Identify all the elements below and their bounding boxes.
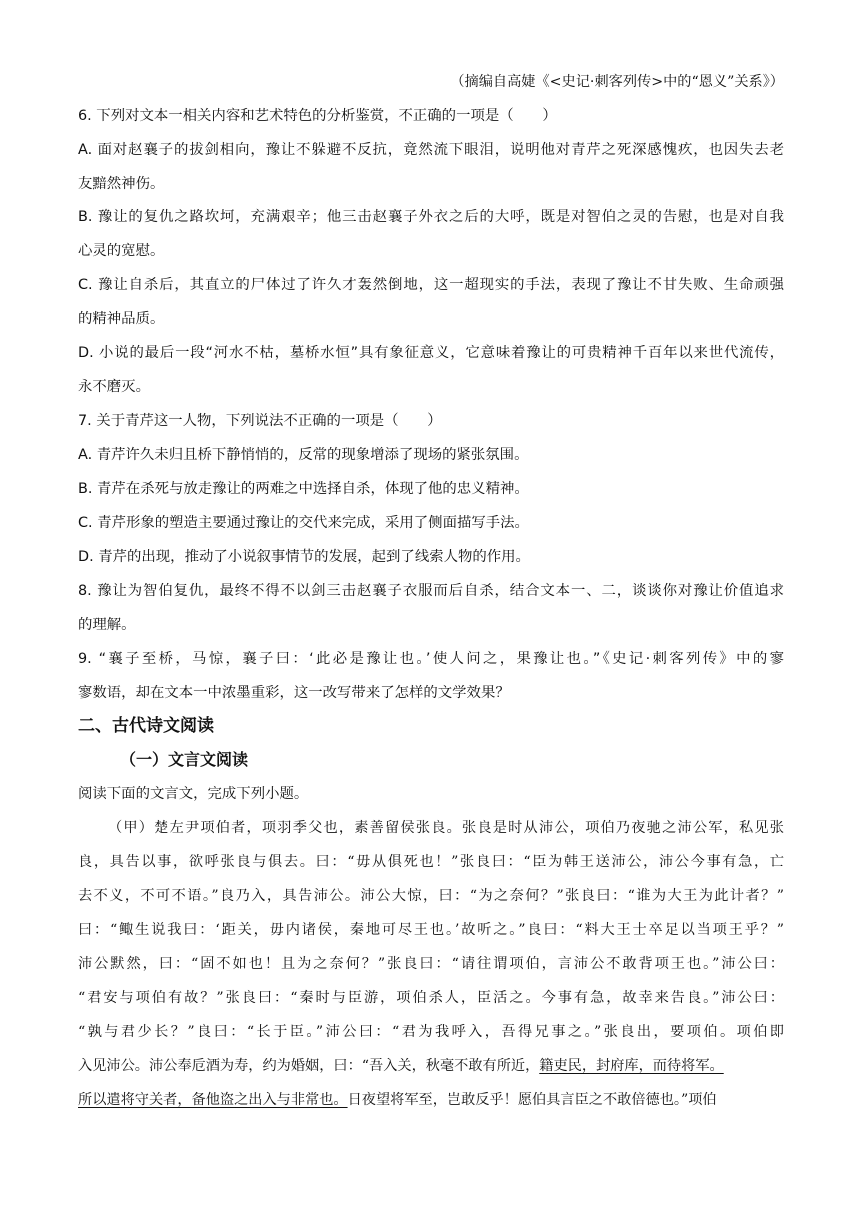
question-6-option-c: C. 豫让自杀后，其直立的尸体过了许久才轰然倒地，这一超现实的手法，表现了豫让不甘失败、生命顽强 bbox=[78, 277, 784, 293]
question-7-stem: 7. 关于青芹这一人物，下列说法不正确的一项是（ ） bbox=[78, 413, 442, 429]
question-6-option-d-cont: 永不磨灭。 bbox=[78, 379, 150, 395]
question-6-stem: 6. 下列对文本一相关内容和艺术特色的分析鉴赏，不正确的一项是（ ） bbox=[78, 108, 557, 124]
question-6-option-b: B. 豫让的复仇之路坎坷，充满艰辛；他三击赵襄子外衣之后的大呼，既是对智伯之灵的告慰，也是对自我 bbox=[78, 209, 784, 225]
section-title: 二、古代诗文阅读 bbox=[78, 716, 214, 736]
passage-line-8 bbox=[78, 1056, 784, 1076]
question-6-option-a: A. 面对赵襄子的拔剑相向，豫让不躲避不反抗，竟然流下眼泪，说明他对青芹之死深感愧疚，也因失去老 bbox=[78, 142, 784, 158]
question-9: 9. “襄子至桥，马惊，襄子曰：‘此必是豫让也。’使人问之，果豫让也。”《史记·刺客列传》中的寥 bbox=[78, 651, 784, 667]
passage-line-6: “君安与项伯有故？”张良曰：“秦时与臣游，项伯杀人，臣活之。今事有急，故幸来告良。”沛公曰： bbox=[78, 990, 784, 1006]
passage-text: 入见沛公。沛公奉卮酒为寿，约为婚姻，曰：“吾入关，秋毫不敢有所近， bbox=[78, 1058, 540, 1074]
passage-line-5: 沛公默然，曰：“固不如也！且为之奈何？”张良曰：“请往谓项伯，言沛公不敢背项王也。”沛公曰： bbox=[78, 956, 784, 972]
question-9-cont: 寥数语，却在文本一中浓墨重彩，这一改写带来了怎样的文学效果？ bbox=[78, 685, 510, 701]
passage-line-7: “孰与君少长？”良曰：“长于臣。”沛公曰：“君为我呼入，吾得兄事之。”张良出，要项伯。项伯即 bbox=[78, 1024, 784, 1040]
underlined-sentence: 籍吏民，封府库，而待将军。 bbox=[539, 1058, 724, 1074]
passage-line-2: 良，具告以事，欲呼张良与俱去。曰：“毋从俱死也！”张良曰：“臣为韩王送沛公，沛公今事有急，亡 bbox=[78, 854, 784, 870]
question-6-option-c-cont: 的精神品质。 bbox=[78, 311, 165, 327]
reading-instruction: 阅读下面的文言文，完成下列小题。 bbox=[78, 786, 309, 802]
underlined-sentence-cont: 所以遣将守关者，备他盗之出入与非常也。 bbox=[78, 1092, 348, 1108]
question-7-option-d: D. 青芹的出现，推动了小说叙事情节的发展，起到了线索人物的作用。 bbox=[78, 549, 530, 565]
question-7-option-a: A. 青芹许久未归且桥下静悄悄的，反常的现象增添了现场的紧张氛围。 bbox=[78, 447, 529, 463]
question-6-option-a-cont: 友黯然神伤。 bbox=[78, 176, 165, 192]
passage-line-3: 去不义，不可不语。”良乃入，具告沛公。沛公大惊，曰：“为之奈何？”张良曰：“谁为大王为此计者？” bbox=[78, 888, 784, 904]
question-7-option-b: B. 青芹在杀死与放走豫让的两难之中选择自杀，体现了他的忠义精神。 bbox=[78, 481, 529, 497]
question-7-option-c: C. 青芹形象的塑造主要通过豫让的交代来完成，采用了侧面描写手法。 bbox=[78, 515, 529, 531]
passage-line-1: （甲）楚左尹项伯者，项羽季父也，素善留侯张良。张良是时从沛公，项伯乃夜驰之沛公军，私见张 bbox=[108, 820, 784, 836]
passage-line-9 bbox=[78, 1090, 784, 1110]
question-6-option-d: D. 小说的最后一段“河水不枯，墓桥水恒”具有象征意义，它意味着豫让的可贵精神千百年以来世代流传， bbox=[78, 345, 784, 361]
passage-text: 日夜望将军至，岂敢反乎！愿伯具言臣之不敢倍德也。”项伯 bbox=[347, 1092, 717, 1108]
question-8-cont: 的理解。 bbox=[78, 617, 136, 633]
source-citation: （摘编自高婕《<史记·刺客列传>中的“恩义”关系》） bbox=[450, 74, 784, 90]
passage-line-4: 曰：“鲰生说我曰：‘距关，毋内诸侯，秦地可尽王也。’故听之。”良曰：“料大王士卒足以当项王乎？” bbox=[78, 922, 784, 938]
question-8: 8. 豫让为智伯复仇，最终不得不以剑三击赵襄子衣服而后自杀，结合文本一、二，谈谈你对豫让价值追求 bbox=[78, 583, 784, 599]
subsection-title: （一）文言文阅读 bbox=[120, 750, 249, 769]
question-6-option-b-cont: 心灵的宽慰。 bbox=[78, 243, 165, 259]
